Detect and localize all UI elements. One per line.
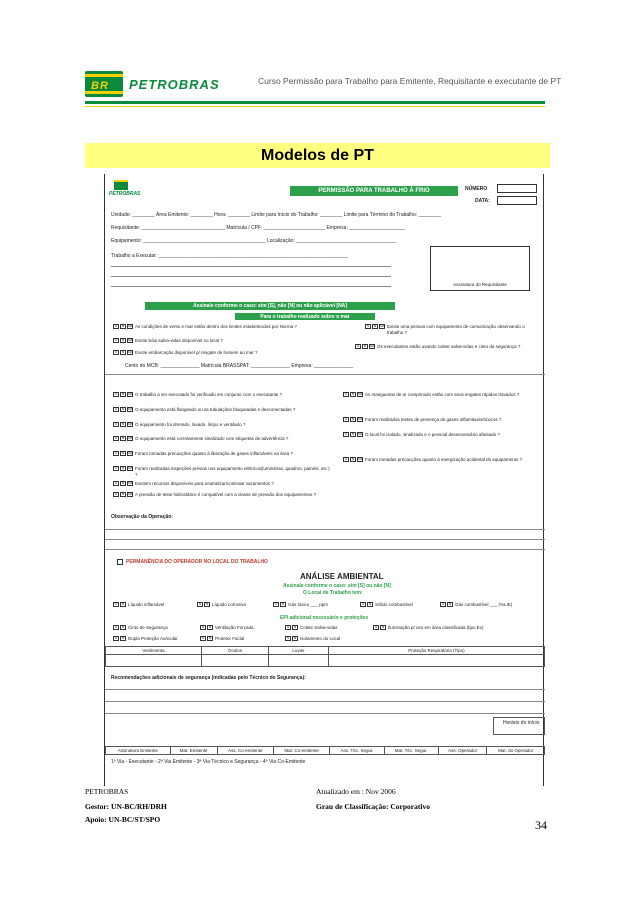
sign-header: Ass. Operador — [438, 747, 487, 755]
section-sea-bar: Para o trabalho realizado sobre o mar — [235, 313, 375, 320]
sea-row: Cento do MCB: ______________ Matrícula BRASSPAT: ______________ Empresa: ______________ — [125, 363, 354, 369]
banner-title: Modelos de PT — [261, 146, 374, 164]
sign-header: Mat. Emitente — [170, 747, 217, 755]
pt-form-scan — [104, 174, 544, 786]
divider — [105, 701, 545, 702]
form-row-equipamento: Equipamento: ____________________________________________ Localização: ____________________________________ — [111, 238, 397, 244]
signature-table — [105, 746, 545, 755]
horario-box — [493, 717, 545, 735]
check-item: S N NA O equipamento está corretamente sinalizado com etiquetas de advertência ? — [114, 436, 289, 441]
check-item: S N NA Foram tomadas precauções quanto à energização acidental do equipamento ? — [344, 457, 523, 462]
analise-sub1: Assinale conforme o caso: sim [S] ou não [N] — [283, 583, 391, 589]
check-item: S N NA Foram realizadas inspeções prévias nos equipamento elétricos(luminárias, quadros, painéis, etc.) ? — [114, 466, 330, 477]
petrobras-logo — [85, 70, 220, 98]
epi-header: Luvas — [268, 647, 328, 655]
epi-table — [105, 646, 545, 667]
page-number: 34 — [535, 818, 547, 832]
epi-item: S N Iluminação p/ uso em área classificada (tipo Ex) — [374, 625, 484, 630]
epi-header: Óculos — [202, 647, 269, 655]
data-label: DATA: — [475, 198, 490, 204]
epi-header: Proteção Respiratória (Tipo) — [328, 647, 544, 655]
check-item: S N NA Foram tomadas precauções quanto à liberação de gases inflamáveis na área ? — [114, 451, 293, 456]
divider — [105, 529, 545, 530]
form-title: PERMISSÃO PARA TRABALHO À FRIO — [290, 186, 458, 196]
check-item: S N NA O trabalho a ser executado foi verificado em conjunto com o executante ? — [114, 392, 283, 397]
analise-item: S N Sólido combustível — [361, 602, 413, 607]
recomendacoes-label: Recomendações adicionais de segurança (indicadas pelo Técnico de Segurança): — [111, 675, 306, 681]
divider — [105, 374, 545, 375]
observacao-label: Observação da Operação: — [111, 514, 173, 520]
footer-classification: Grau de Classificação: Corporativo — [316, 802, 430, 811]
epi-item: S N Colete Salva-vidas — [286, 625, 338, 630]
divider — [105, 713, 545, 714]
permanencia-label: PERMANÊNCIA DO OPERADOR NO LOCAL DO TRABALHO — [117, 559, 268, 565]
numero-field — [497, 184, 537, 193]
sign-header: Ass. Co-emitente — [217, 747, 273, 755]
blank-line — [111, 276, 391, 277]
sea-check-item: S N NA Existe bóia salva-vidas disponível no local ? — [114, 338, 223, 343]
header-divider — [85, 101, 545, 104]
sea-check-item: S N NA Existe embarcação disponível p/ resgate de homem ao mar ? — [114, 350, 258, 355]
sign-header: Assinatura Emitente — [106, 747, 171, 755]
signature-box: Assinatura do Requisitante — [430, 246, 530, 291]
check-item: S N NA O equipamento foi drenado, lavado, limpo e ventilado ? — [114, 422, 246, 427]
form-row-trabalho: Trabalho a Executar: ____________________________________________________________________ — [111, 253, 348, 259]
numero-label: NÚMERO — [465, 186, 488, 192]
epi-item: S N Protetor Facial — [201, 636, 245, 641]
epi-item: S N Dupla Proteção Auricular — [114, 636, 178, 641]
analise-item: S N Gás combustível ___ (%LIE) — [441, 602, 513, 607]
sea-check-item: S N NA As condições de vento e mar estão dentro dos limites estabelecidos por Norma ? — [114, 324, 297, 329]
sea-check-item: S N NA Existe uma pessoa com equipamento de comunicação observando o trabalho ? — [366, 324, 525, 335]
check-item: S N NA A pressão de teste hidrostático é compatível com a classe de pressão dos equipamentos ? — [114, 492, 317, 497]
form-br-icon — [114, 180, 128, 190]
analise-item: S N Gás tóxico ___ ppm — [274, 602, 329, 607]
br-logo-icon: BR — [85, 71, 123, 97]
divider — [105, 549, 545, 550]
sign-header: Mat. do Operador — [487, 747, 545, 755]
check-item: S N NA O equipamento está flangeado ou as tubulações bloqueadas e desconectadas ? — [114, 407, 296, 412]
sign-header: Mat. Co-emitente — [273, 747, 329, 755]
footer-updated: Atualizado em : Nov 2006 — [316, 787, 396, 796]
analise-item: S N Líquido corrosivo — [198, 602, 247, 607]
data-field — [497, 196, 537, 205]
blank-line — [111, 266, 391, 267]
form-logo: PETROBRAS — [109, 180, 139, 197]
check-item: S N NA As mangueiras de ar comprimido estão com seus engates rápidos travados ? — [344, 392, 520, 397]
footer-apoio: Apoio: UN-BC/ST/SPO — [85, 815, 161, 824]
footer-company: PETROBRAS — [85, 787, 129, 796]
epi-item: S N Ventilação Forçada — [201, 625, 254, 630]
divider — [105, 689, 545, 690]
sign-header: Mat. Téc. Segur. — [384, 747, 438, 755]
section-main-bar: Assinale conforme o caso: sim [S], não [N] ou não aplicável [NA] — [145, 302, 395, 310]
sign-header: Ass. Téc. Segur. — [330, 747, 384, 755]
form-row-unidade: Unidade: ________ Área Emitente: ________ Hora: ________ Limite para Início do Trabalho: ________ Limite para Término do Trabalho: ________ — [111, 212, 441, 218]
divider — [105, 539, 545, 540]
footer-gestor: Gestor: UN-BC/RH/DRH — [85, 802, 167, 811]
blank-line — [111, 286, 391, 287]
check-item: S N NA Existem recursos disponíveis para neutralizar/controlar vazamentos ? — [114, 481, 274, 486]
analise-title: ANÁLISE AMBIENTAL — [300, 572, 384, 581]
sea-check-item: S N NA Os executantes estão usando colete salva-vidas e cinto de segurança ? — [356, 344, 521, 349]
header-divider-accent — [85, 106, 545, 107]
analise-sub2: O Local de Trabalho tem: — [303, 590, 363, 596]
form-row-requisitante: Requisitante: ______________________________ Matrícula / CPF: ______________________ Empresa: ____________________ — [111, 225, 405, 231]
horario-label: Horário do início — [503, 720, 540, 726]
course-title: Curso Permissão para Trabalho para Emitente, Requisitante e executante de PT — [258, 76, 562, 86]
section-banner — [85, 143, 550, 168]
epi-item: S N Isolamento do Local — [286, 636, 341, 641]
check-item: S N NA O local foi isolado, sinalizado e o pessoal desnecessário afastado ? — [344, 432, 500, 437]
epi-item: S N Cinto de Segurança — [114, 625, 168, 630]
vias-note: 1ª Via - Executante - 2ª Via Emitente - 3ª Via Técnico e Segurança - 4ª Via Co-Emitente — [111, 759, 306, 765]
check-item: S N NA Foram realizados testes de presença de gases inflamáveis/tóxicos ? — [344, 417, 502, 422]
analise-item: S N Líquido inflamável — [114, 602, 165, 607]
brand-name: PETROBRAS — [129, 76, 220, 92]
epi-title: EPI adicional necessário e proteções — [280, 615, 369, 621]
epi-header: Vestimenta — [106, 647, 202, 655]
